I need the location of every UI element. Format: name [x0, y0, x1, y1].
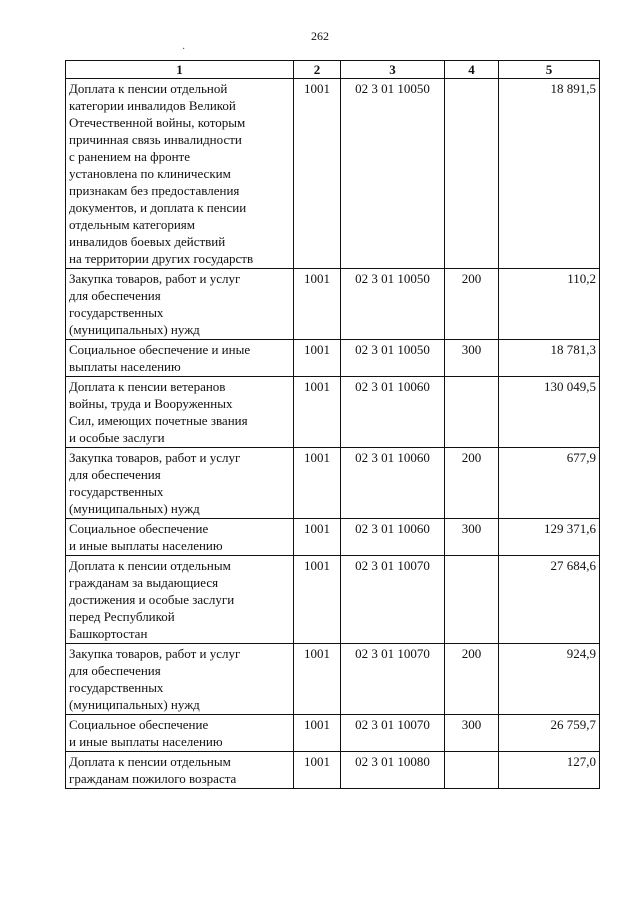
- description-line: документов, и доплата к пенсии: [69, 200, 247, 215]
- description-line: для обеспечения: [69, 467, 161, 482]
- budget-table: [65, 60, 600, 789]
- description-line: Доплата к пенсии отдельным: [69, 558, 231, 573]
- row-section-code: 1001: [294, 79, 341, 269]
- row-target-code: 02 3 01 10070: [341, 556, 445, 644]
- description-line: Социальное обеспечение: [69, 521, 209, 536]
- description-line: на территории других государств: [69, 251, 254, 266]
- description-line: установлена по клиническим: [69, 166, 231, 181]
- header-col-1: 1: [66, 61, 294, 79]
- row-section-code: 1001: [294, 752, 341, 789]
- row-description: [66, 269, 294, 340]
- row-target-code: 02 3 01 10050: [341, 340, 445, 377]
- description-line: Отечественной войны, которым: [69, 115, 246, 130]
- row-description: [66, 715, 294, 752]
- row-target-code: 02 3 01 10060: [341, 519, 445, 556]
- description-line: отдельным категориям: [69, 217, 195, 232]
- table-row: [66, 79, 600, 269]
- row-description: [66, 556, 294, 644]
- description-line: перед Республикой: [69, 609, 175, 624]
- row-expense-code: 300: [445, 519, 499, 556]
- row-section-code: 1001: [294, 556, 341, 644]
- row-target-code: 02 3 01 10050: [341, 79, 445, 269]
- description-line: гражданам за выдающиеся: [69, 575, 219, 590]
- row-expense-code: [445, 556, 499, 644]
- description-line: государственных: [69, 305, 164, 320]
- row-amount: 129 371,6: [499, 519, 600, 556]
- row-amount: 18 891,5: [499, 79, 600, 269]
- table-row: [66, 377, 600, 448]
- row-expense-code: 200: [445, 448, 499, 519]
- description-line: Социальное обеспечение: [69, 717, 209, 732]
- description-line: Доплата к пенсии отдельной: [69, 81, 228, 96]
- description-line: государственных: [69, 680, 164, 695]
- table-row: [66, 448, 600, 519]
- table-row: [66, 519, 600, 556]
- description-line: Сил, имеющих почетные звания: [69, 413, 248, 428]
- row-amount: 677,9: [499, 448, 600, 519]
- row-expense-code: [445, 79, 499, 269]
- row-section-code: 1001: [294, 340, 341, 377]
- description-line: инвалидов боевых действий: [69, 234, 226, 249]
- description-line: причинная связь инвалидности: [69, 132, 242, 147]
- description-line: и иные выплаты населению: [69, 734, 223, 749]
- table-row: [66, 644, 600, 715]
- header-col-5: 5: [499, 61, 600, 79]
- row-target-code: 02 3 01 10070: [341, 715, 445, 752]
- description-line: достижения и особые заслуги: [69, 592, 235, 607]
- row-description: [66, 79, 294, 269]
- row-section-code: 1001: [294, 448, 341, 519]
- row-expense-code: 300: [445, 340, 499, 377]
- table-row: [66, 556, 600, 644]
- table-row: [66, 269, 600, 340]
- description-line: Закупка товаров, работ и услуг: [69, 450, 241, 465]
- description-line: с ранением на фронте: [69, 149, 190, 164]
- header-col-3: 3: [341, 61, 445, 79]
- description-line: (муниципальных) нужд: [69, 322, 200, 337]
- row-target-code: 02 3 01 10060: [341, 377, 445, 448]
- row-description: [66, 752, 294, 789]
- row-target-code: 02 3 01 10070: [341, 644, 445, 715]
- row-amount: 924,9: [499, 644, 600, 715]
- table-header-row: [66, 61, 600, 79]
- description-line: Социальное обеспечение и иные: [69, 342, 251, 357]
- row-section-code: 1001: [294, 269, 341, 340]
- row-description: [66, 340, 294, 377]
- row-amount: 110,2: [499, 269, 600, 340]
- description-line: гражданам пожилого возраста: [69, 771, 237, 786]
- row-target-code: 02 3 01 10060: [341, 448, 445, 519]
- row-section-code: 1001: [294, 644, 341, 715]
- row-amount: 27 684,6: [499, 556, 600, 644]
- row-section-code: 1001: [294, 715, 341, 752]
- row-section-code: 1001: [294, 519, 341, 556]
- table-row: [66, 715, 600, 752]
- row-amount: 26 759,7: [499, 715, 600, 752]
- scan-mark: ·: [182, 44, 186, 55]
- row-description: [66, 644, 294, 715]
- row-section-code: 1001: [294, 377, 341, 448]
- row-amount: 130 049,5: [499, 377, 600, 448]
- row-expense-code: 200: [445, 644, 499, 715]
- description-line: и особые заслуги: [69, 430, 165, 445]
- table-body: [66, 79, 600, 789]
- row-amount: 18 781,3: [499, 340, 600, 377]
- row-description: [66, 519, 294, 556]
- description-line: Закупка товаров, работ и услуг: [69, 271, 241, 286]
- header-col-4: 4: [445, 61, 499, 79]
- header-col-2: 2: [294, 61, 341, 79]
- description-line: Доплата к пенсии отдельным: [69, 754, 231, 769]
- description-line: Башкортостан: [69, 626, 148, 641]
- description-line: для обеспечения: [69, 663, 161, 678]
- page-number: 262: [311, 29, 329, 43]
- row-target-code: 02 3 01 10080: [341, 752, 445, 789]
- description-line: признакам без предоставления: [69, 183, 240, 198]
- description-line: Доплата к пенсии ветеранов: [69, 379, 226, 394]
- row-expense-code: 200: [445, 269, 499, 340]
- description-line: и иные выплаты населению: [69, 538, 223, 553]
- description-line: категории инвалидов Великой: [69, 98, 236, 113]
- row-description: [66, 448, 294, 519]
- table-row: [66, 340, 600, 377]
- description-line: (муниципальных) нужд: [69, 697, 200, 712]
- description-line: выплаты населению: [69, 359, 181, 374]
- description-line: войны, труда и Вооруженных: [69, 396, 233, 411]
- row-expense-code: [445, 377, 499, 448]
- row-expense-code: 300: [445, 715, 499, 752]
- table-row: [66, 752, 600, 789]
- description-line: государственных: [69, 484, 164, 499]
- row-amount: 127,0: [499, 752, 600, 789]
- description-line: (муниципальных) нужд: [69, 501, 200, 516]
- row-description: [66, 377, 294, 448]
- row-expense-code: [445, 752, 499, 789]
- row-target-code: 02 3 01 10050: [341, 269, 445, 340]
- description-line: Закупка товаров, работ и услуг: [69, 646, 241, 661]
- description-line: для обеспечения: [69, 288, 161, 303]
